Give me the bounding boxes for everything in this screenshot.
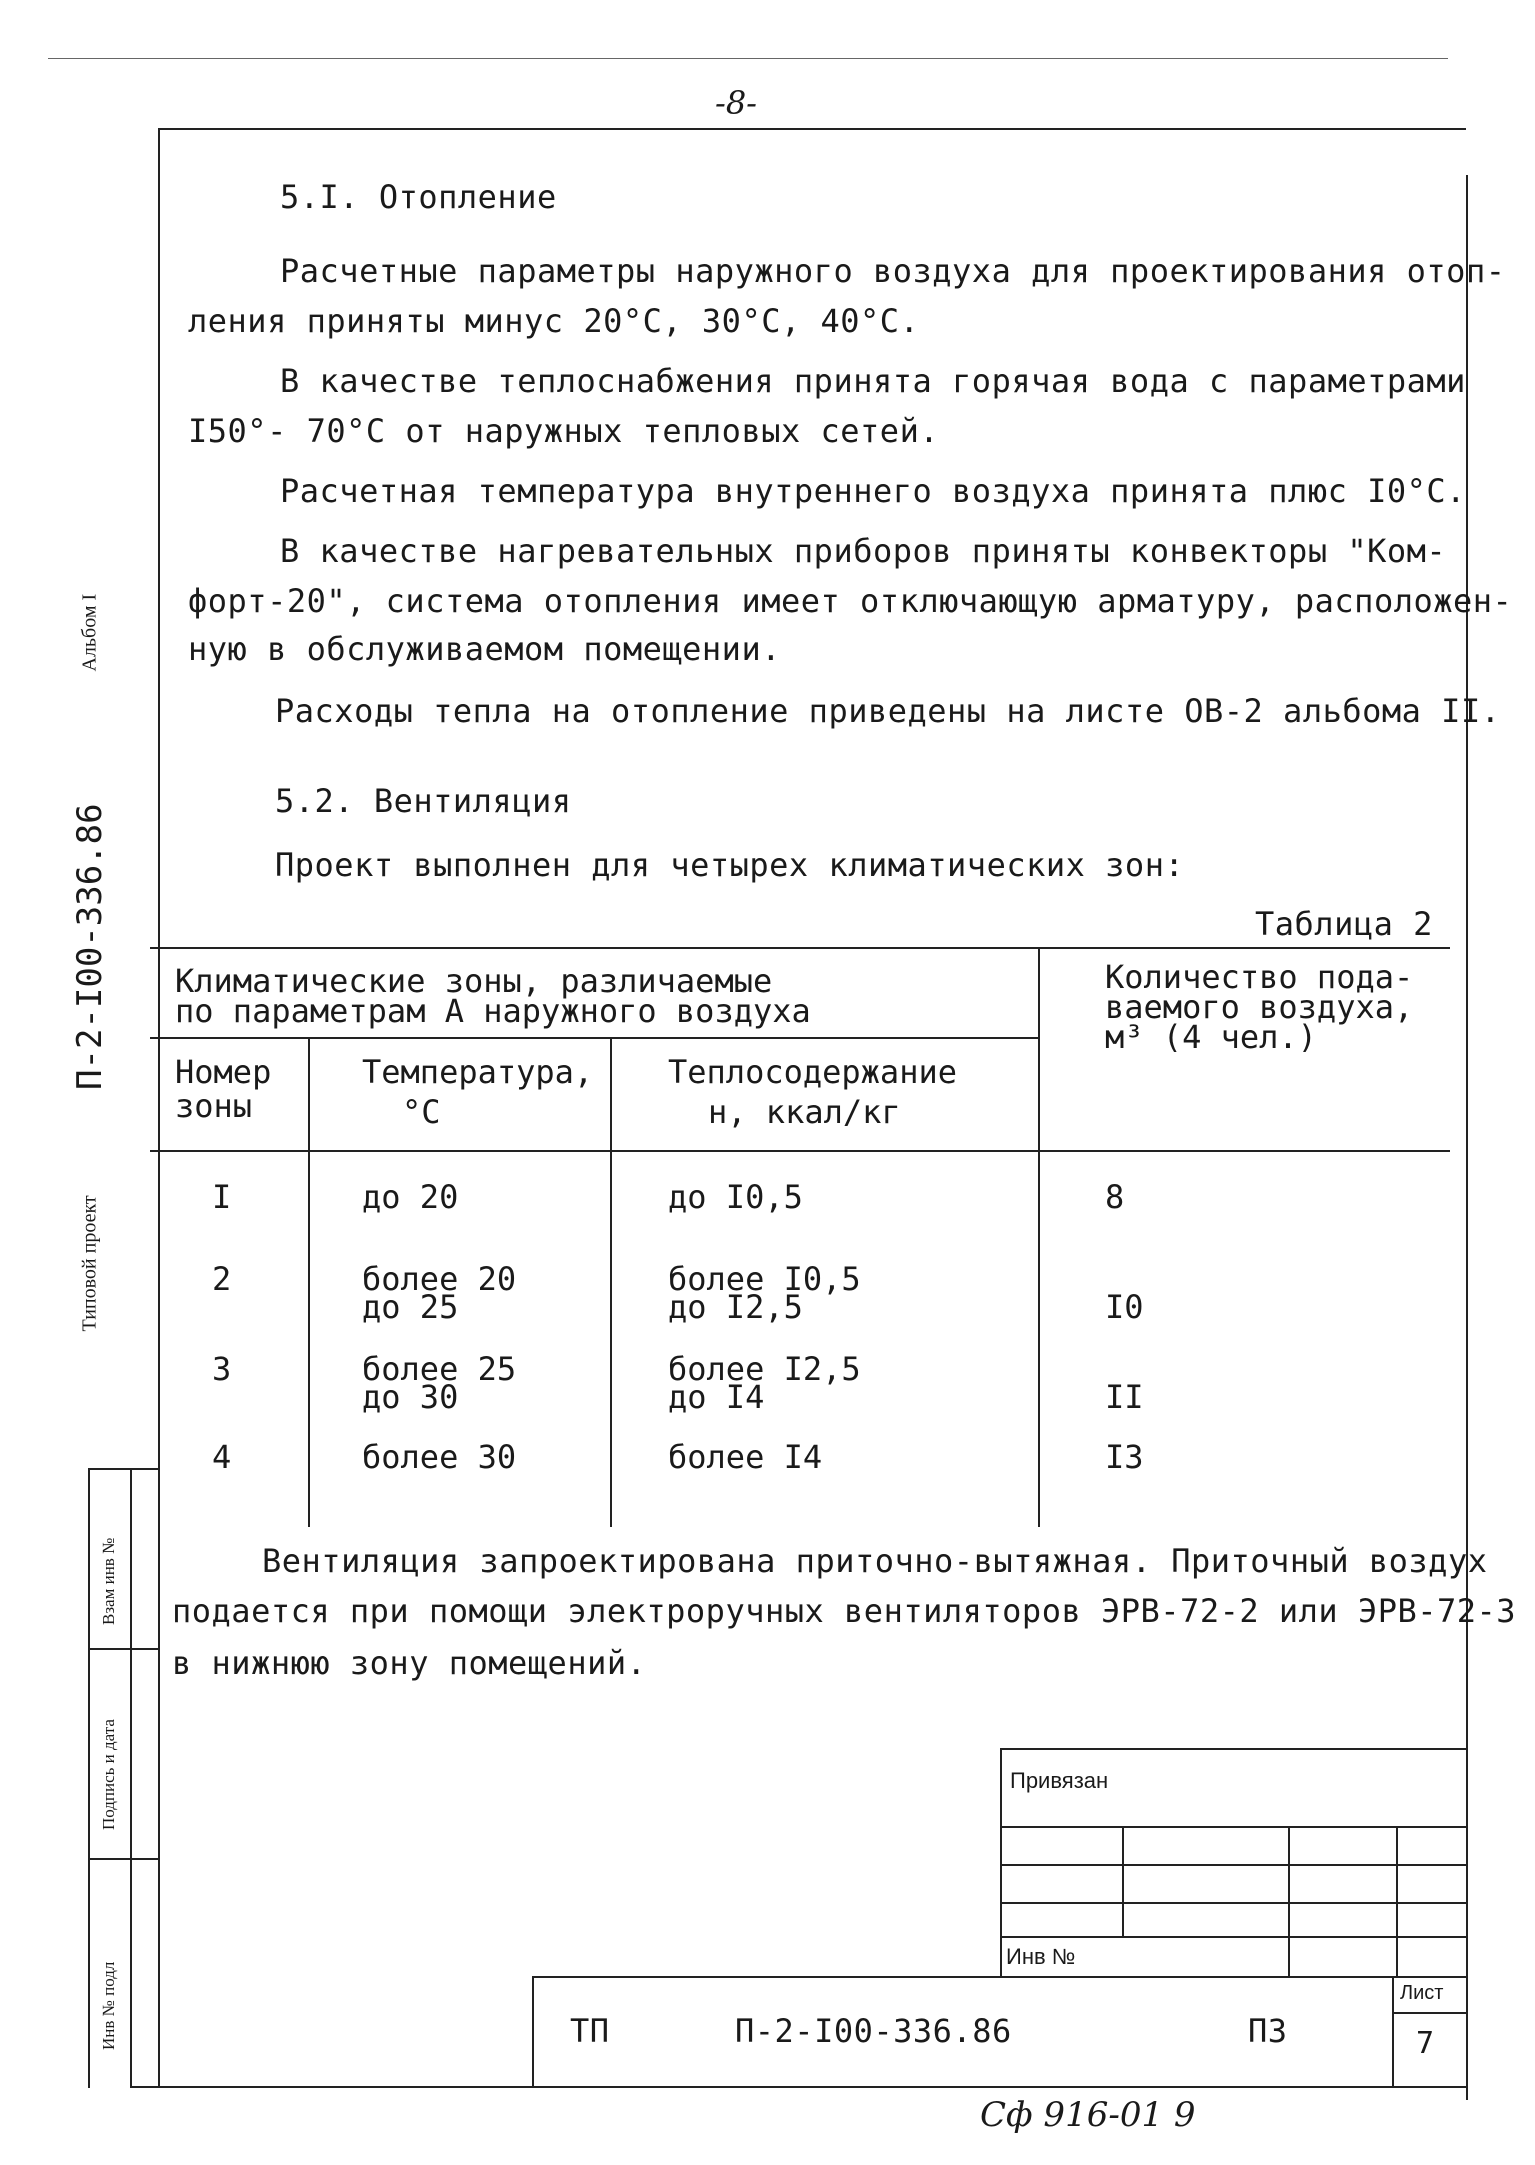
row3-air: II bbox=[1105, 1378, 1144, 1416]
table-header-bottom-line bbox=[150, 1150, 1450, 1152]
frame-bottom bbox=[130, 2086, 1466, 2088]
tb-sheet-left bbox=[1392, 1976, 1394, 2086]
page-number: -8- bbox=[715, 84, 757, 122]
col-heat-line1: Теплосодержание bbox=[668, 1053, 957, 1091]
row4-zone: 4 bbox=[212, 1438, 232, 1476]
tb-tp: ТП bbox=[570, 2012, 610, 2050]
heating-p2-line2: I50°- 70°С от наружных тепловых сетей. bbox=[188, 412, 940, 450]
tb-doc-code: П-2-I00-336.86 bbox=[735, 2012, 1012, 2050]
row1-heat: до I0,5 bbox=[668, 1178, 803, 1216]
frame-left bbox=[158, 128, 160, 2086]
row3-heat-1: более I2,5 bbox=[668, 1350, 861, 1388]
table-group-line bbox=[150, 1037, 1040, 1039]
heating-p4-line3: ную в обслуживаемом помещении. bbox=[188, 630, 781, 668]
frame-top bbox=[158, 128, 1466, 130]
heating-p5: Расходы тепла на отопление приведены на листе ОВ-2 альбома II. bbox=[275, 692, 1501, 730]
row2-temp-2: до 25 bbox=[362, 1288, 459, 1326]
row1-temp: до 20 bbox=[362, 1178, 459, 1216]
table-caption: Таблица 2 bbox=[1255, 905, 1433, 943]
side-inv-podl: Инв № подл bbox=[99, 1961, 118, 2050]
tb-sheet-divider bbox=[1392, 2012, 1466, 2014]
heading-ventilation: 5.2. Вентиляция bbox=[275, 782, 572, 820]
tb-left-line bbox=[1000, 1748, 1002, 1976]
stamp-strip-left bbox=[88, 1468, 90, 2088]
row2-heat-1: более I0,5 bbox=[668, 1260, 861, 1298]
row3-temp-1: более 25 bbox=[362, 1350, 517, 1388]
table-col-zone-header bbox=[175, 1055, 271, 1123]
frame-right bbox=[1466, 175, 1468, 2100]
group-header-line1: Климатические зоны, различаемые bbox=[175, 962, 773, 1000]
tb-main-top bbox=[532, 1976, 1466, 1978]
row4-heat: более I4 bbox=[668, 1438, 823, 1476]
stamp-strip-middle bbox=[130, 1468, 132, 2088]
heating-p1-line1: Расчетные параметры наружного воздуха для проектирования отоп- bbox=[280, 252, 1506, 290]
row2-zone: 2 bbox=[212, 1260, 232, 1298]
side-inv-vzam: Взам инв № bbox=[99, 1537, 118, 1625]
row2-heat-2: до I2,5 bbox=[668, 1288, 803, 1326]
tb-inv-no: Инв № bbox=[1006, 1944, 1076, 1969]
col-temp-line1: Температура, bbox=[362, 1053, 594, 1091]
tb-main-left bbox=[532, 1976, 534, 2086]
heating-p3: Расчетная температура внутреннего воздуха принята плюс I0°С. bbox=[280, 472, 1466, 510]
col-temp-line2: °С bbox=[402, 1093, 441, 1131]
row2-temp-1: более 20 bbox=[362, 1260, 517, 1298]
ventilation-text-line2: подается при помощи электроручных вентиляторов ЭРВ-72-2 или ЭРВ-72-3 bbox=[172, 1592, 1517, 1630]
col-heat-line2: н, ккал/кг bbox=[708, 1093, 901, 1131]
heating-p4-line1: В качестве нагревательных приборов приняты конвекторы "Ком- bbox=[280, 532, 1447, 570]
tb-vline-1 bbox=[1122, 1826, 1124, 1936]
row2-air: I0 bbox=[1105, 1288, 1144, 1326]
row1-air: 8 bbox=[1105, 1178, 1125, 1216]
side-project: Типовой проект bbox=[78, 1195, 101, 1332]
row4-temp: более 30 bbox=[362, 1438, 517, 1476]
footer-handwritten-code: Сф 916-01 9 bbox=[980, 2095, 1196, 2135]
side-sign-date: Подпись и дата bbox=[99, 1719, 118, 1830]
row3-temp-2: до 30 bbox=[362, 1378, 459, 1416]
table-vline-temp bbox=[610, 1037, 612, 1527]
tb-privyazan: Привязан bbox=[1010, 1768, 1109, 1793]
col-zone-line1: Номер bbox=[175, 1053, 272, 1091]
table-col-temp-header bbox=[362, 1055, 593, 1129]
table-group-header bbox=[175, 962, 811, 1030]
tb-top-line bbox=[1000, 1748, 1466, 1750]
row1-zone: I bbox=[212, 1178, 232, 1216]
table-vline-zone bbox=[308, 1037, 310, 1527]
row4-air: I3 bbox=[1105, 1438, 1144, 1476]
tb-doc-type: ПЗ bbox=[1248, 2012, 1288, 2050]
table-col-heat-header bbox=[668, 1055, 957, 1129]
tb-vline-2 bbox=[1288, 1826, 1290, 1976]
stamp-line-1 bbox=[88, 1468, 160, 1470]
heading-heating: 5.I. Отопление bbox=[280, 178, 557, 216]
tb-sheet-number: 7 bbox=[1416, 2026, 1435, 2061]
table-air-header bbox=[1105, 958, 1414, 1056]
top-rule bbox=[48, 58, 1448, 59]
air-header-line1: Количество пода- bbox=[1105, 958, 1414, 996]
ventilation-intro: Проект выполнен для четырех климатических зон: bbox=[275, 846, 1185, 884]
heating-p1-line2: ления приняты минус 20°С, 30°С, 40°С. bbox=[188, 302, 920, 340]
ventilation-text-line3: в нижнюю зону помещений. bbox=[172, 1644, 647, 1682]
air-header-line2: ваемого воздуха, bbox=[1105, 988, 1414, 1026]
row3-zone: 3 bbox=[212, 1350, 232, 1388]
group-header-line2: по параметрам А наружного воздуха bbox=[175, 992, 811, 1030]
tb-vline-3 bbox=[1396, 1826, 1398, 1976]
side-album: Альбом I bbox=[78, 593, 101, 672]
col-zone-line2: зоны bbox=[175, 1087, 253, 1125]
ventilation-text-line1: Вентиляция запроектирована приточно-вытяжная. Приточный воздух bbox=[262, 1542, 1488, 1580]
stamp-line-3 bbox=[88, 1858, 160, 1860]
table-vline-air bbox=[1038, 947, 1040, 1527]
heating-p2-line1: В качестве теплоснабжения принята горячая вода с параметрами bbox=[280, 362, 1466, 400]
heating-p4-line2: форт-20", система отопления имеет отключающую арматуру, расположен- bbox=[188, 582, 1513, 620]
table-top-line bbox=[150, 947, 1450, 949]
air-header-line3: м³ (4 чел.) bbox=[1105, 1018, 1317, 1056]
side-code: П-2-I00-336.86 bbox=[70, 803, 110, 1090]
row3-heat-2: до I4 bbox=[668, 1378, 765, 1416]
stamp-line-2 bbox=[88, 1648, 160, 1650]
tb-sheet-label: Лист bbox=[1400, 1982, 1444, 2004]
